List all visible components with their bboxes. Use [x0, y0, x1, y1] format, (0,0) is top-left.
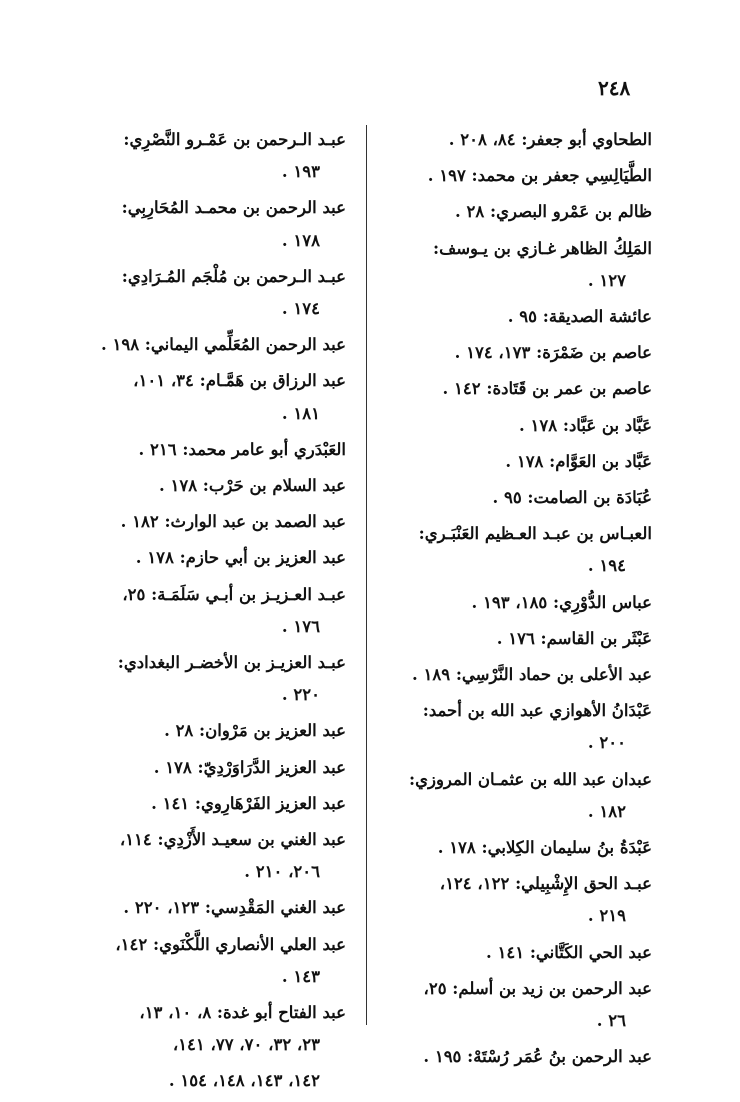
- index-entry: [88, 261, 346, 325]
- index-entry: [88, 997, 346, 1061]
- index-entry: [88, 124, 346, 188]
- index-entry: [386, 482, 652, 514]
- index-entry-text: عبد الغني بن سعيـد الأَزْدِي: ١١٤،: [119, 830, 346, 850]
- index-entry-text: عبد العزيز بن مَرْوان: ٢٨ .: [164, 721, 346, 741]
- index-entry-text: عَبْدَانُ الأهوازي عبد الله بن أحمد:: [422, 701, 652, 721]
- index-entry-pages: ١٢٧ .: [587, 270, 626, 290]
- index-entry-text: العبـاس بن عبـد العـظيم العَنْبَـري:: [418, 524, 652, 544]
- index-entry: [386, 1041, 652, 1073]
- index-entry-text: عبد الغني المَقْدِسي: ١٢٣، ٢٢٠ .: [123, 898, 346, 918]
- index-entry-text: عاصم بن ضَمْرَة: ١٧٣، ١٧٤ .: [454, 343, 652, 363]
- index-entry: [386, 196, 652, 228]
- index-entry-text: عبد الرحمن بن محمـد المُحَارِبِي:: [121, 198, 346, 218]
- index-entry: [386, 518, 652, 582]
- index-entry-pages: ١٧٨ .: [281, 230, 320, 250]
- index-entry: [386, 337, 652, 369]
- index-entry-text: عبـد العـزيـز بن أبـي سَلَمَـة: ٢٥،: [122, 584, 346, 604]
- index-entry: [386, 764, 652, 828]
- index-entry: [88, 647, 346, 711]
- index-entry-text: عَبْدَةُ بنُ سليمان الكِلابي: ١٧٨ .: [437, 838, 652, 858]
- index-entry-pages: ١٤٣ .: [281, 966, 320, 986]
- index-entry: [386, 868, 652, 932]
- index-entry-text: المَلِكُ الظاهر غـازي بن يـوسف:: [433, 238, 652, 258]
- index-entry-text: عبد العزيز الدَّرَاوَرْدِيّ: ١٧٨ .: [153, 757, 346, 777]
- index-entry: [386, 160, 652, 192]
- index-entry: [88, 542, 346, 574]
- index-entry: [88, 1065, 346, 1097]
- index-column-right: [386, 124, 652, 1077]
- index-entry-pages: ١٩٤ .: [587, 556, 626, 576]
- index-entry: [88, 824, 346, 888]
- index-entry-text: عَبَّاد بن العَوَّام: ١٧٨ .: [505, 451, 652, 471]
- index-entry: [386, 659, 652, 691]
- index-entry-text: عاصم بن عمر بن قَتَادة: ١٤٢ .: [442, 379, 652, 399]
- index-entry-text: عبد العزيز بن أبي حازم: ١٧٨ .: [135, 548, 346, 568]
- index-entry-text: عبد العلي الأنصاري اللَّكْنَوي: ١٤٢،: [115, 934, 346, 954]
- index-entry-pages: ١٨١ .: [281, 403, 320, 423]
- index-entry: [88, 365, 346, 429]
- index-entry-text: عُبَادَة بن الصامت: ٩٥ .: [492, 488, 652, 508]
- index-entry-pages: ٢٦ .: [596, 1011, 626, 1031]
- index-entry: [386, 124, 652, 156]
- index-entry-text: عبد الرزاق بن هَمَّـام: ٣٤، ١٠١،: [133, 371, 346, 391]
- index-entry: [386, 446, 652, 478]
- index-entry-text: عباس الدُّوْرِي: ١٨٥، ١٩٣ .: [471, 592, 652, 612]
- index-entry-text: عبد العزيز الفَرْهَارِوي: ١٤١ .: [151, 793, 346, 813]
- index-entry: [386, 410, 652, 442]
- index-entry-text: الطحاوي أبو جعفر: ٨٤، ٢٠٨ .: [448, 130, 652, 149]
- index-entry: [386, 937, 652, 969]
- page-number: ٢٤٨: [598, 76, 631, 100]
- index-entry-text: عبد الرحمن بنُ عُمَر رُسْتَهْ: ١٩٥ .: [423, 1047, 652, 1067]
- index-entry: [386, 373, 652, 405]
- column-divider: [366, 125, 367, 1025]
- index-entry-pages: ٢١٩ .: [587, 906, 626, 926]
- index-entry: [386, 623, 652, 655]
- index-entry-text: عبد الرحمن بن زيد بن أسلم: ٢٥،: [423, 978, 652, 998]
- index-entry-text: عَبْثَر بن القاسم: ١٧٦ .: [496, 628, 652, 648]
- index-entry-pages: ٢٠٠ .: [587, 733, 626, 753]
- index-entry: [386, 587, 652, 619]
- index-entry-text: عبد الأعلى بن حماد النَّرْسِي: ١٨٩ .: [412, 665, 652, 685]
- index-entry-pages: ١٧٤ .: [281, 299, 320, 319]
- index-entry: [88, 788, 346, 820]
- index-entry-pages: ٢٠٦، ٢١٠ .: [244, 862, 320, 882]
- index-entry: [88, 470, 346, 502]
- index-entry: [386, 301, 652, 333]
- index-entry: [88, 929, 346, 993]
- index-entry: [88, 329, 346, 361]
- index-entry-text: عبدان عبد الله بن عثمـان المروزي:: [408, 769, 652, 789]
- index-entry: [88, 892, 346, 924]
- index-entry-text: الطَّيَالِسِي جعفر بن محمد: ١٩٧ .: [427, 166, 652, 186]
- index-entry: [88, 192, 346, 256]
- index-column-left: [88, 124, 346, 1102]
- index-entry-pages: ١٧٦ .: [281, 616, 320, 636]
- index-entry: [88, 434, 346, 466]
- index-entry-text: عبد الفتاح أبو غدة: ٨، ١٠، ١٣،: [139, 1003, 346, 1023]
- index-entry-text: عَبَّاد بن عَبَّاد: ١٧٨ .: [519, 415, 652, 435]
- index-entry: [386, 233, 652, 297]
- index-entry: [88, 752, 346, 784]
- index-entry-text: عبد الصمد بن عبد الوارث: ١٨٢ .: [120, 512, 346, 532]
- index-entry-text: عبـد الحق الإِشْبِيلي: ١٢٢، ١٢٤،: [439, 874, 652, 894]
- index-entry-text: العَبْدَري أبو عامر محمد: ٢١٦ .: [138, 439, 346, 459]
- index-entry-pages: ٢٢٠ .: [281, 685, 320, 705]
- index-entry-text: عبـد الـرحمن بن عَمْـرو النَّصْرِي:: [123, 130, 346, 149]
- index-entry-text: عبـد الـرحمن بن مُلْجَم المُـرَادِي:: [121, 266, 346, 286]
- index-entry: [386, 973, 652, 1037]
- index-entry-text: عبـد العزيـز بن الأخضـر البغدادي:: [117, 653, 346, 673]
- index-entry-pages: ١٩٣ .: [281, 162, 320, 182]
- index-entry-pages: ١٨٢ .: [587, 801, 626, 821]
- index-entry-pages: ١٤٢، ١٤٣، ١٤٨، ١٥٤ .: [168, 1071, 320, 1091]
- index-entry: [386, 695, 652, 759]
- index-entry-text: عبد السلام بن حَرْب: ١٧٨ .: [158, 476, 346, 496]
- index-entry-text: عبد الرحمن المُعَلِّمي اليماني: ١٩٨ .: [100, 335, 346, 355]
- index-entry-text: عائشة الصديقة: ٩٥ .: [507, 307, 652, 327]
- index-entry: [88, 579, 346, 643]
- index-entry-text: ظالم بن عَمْرو البصري: ٢٨ .: [455, 202, 652, 222]
- index-entry: [386, 832, 652, 864]
- index-entry: [88, 715, 346, 747]
- index-entry: [88, 506, 346, 538]
- index-entry-pages: ٢٣، ٣٢، ٧٠، ٧٧، ١٤١،: [172, 1035, 320, 1055]
- index-entry-text: عبد الحي الكَتَّاني: ١٤١ .: [486, 942, 652, 962]
